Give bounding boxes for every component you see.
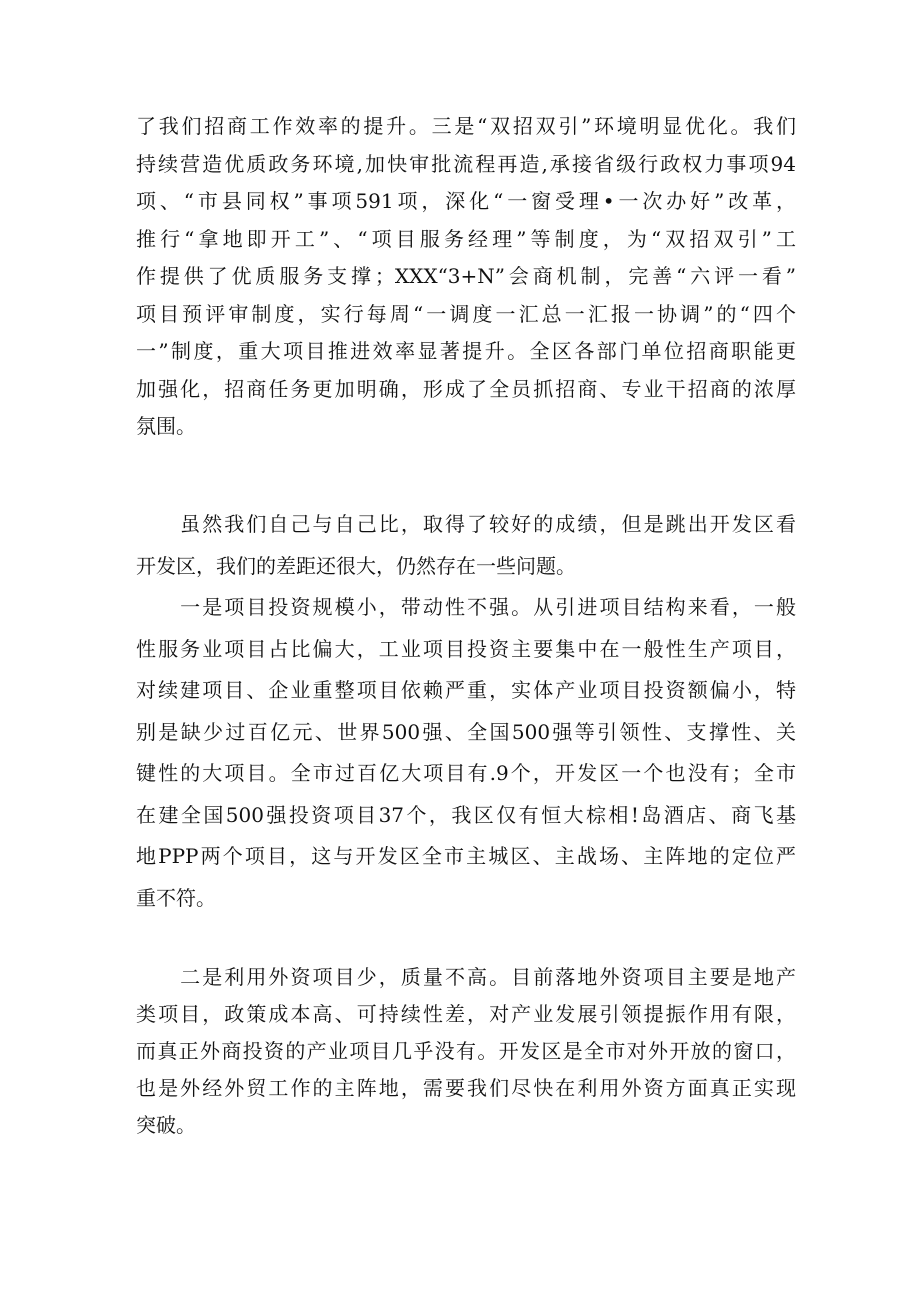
text-line: 突破。 bbox=[136, 1113, 196, 1137]
text-line: 二是利用外资项目少，质量不高。目前落地外资项目主要是地产 bbox=[136, 965, 796, 989]
text-line: 地PPP两个项目，这与开发区全市主城区、主战场、主阵地的定位严 bbox=[136, 844, 796, 868]
paragraph-problem-one bbox=[136, 587, 796, 919]
text-line: 氛围。 bbox=[136, 414, 196, 438]
paragraph-problem-two bbox=[136, 959, 796, 1144]
text-line: 而真正外商投资的产业项目几乎没有。开发区是全市对外开放的窗口， bbox=[136, 1039, 796, 1063]
text-line: 项目预评审制度，实行每周“一调度一汇总一汇报一协调”的“四个 bbox=[136, 301, 796, 326]
text-line: 重不符。 bbox=[136, 885, 216, 910]
text-line: 了我们招商工作效率的提升。三是“双招双引”环境明显优化。我们 bbox=[136, 114, 796, 138]
text-line: 别是缺少过百亿元、世界500强、全国500强等引领性、支撑性、关 bbox=[136, 719, 796, 744]
text-line: 也是外经外贸工作的主阵地，需要我们尽快在利用外资方面真正实现 bbox=[136, 1076, 796, 1100]
text-line: 键性的大项目。全市过百亿大项目有.9个，开发区一个也没有；全市 bbox=[136, 761, 796, 785]
text-line: 一”制度，重大项目推进效率显著提升。全区各部门单位招商职能更 bbox=[136, 339, 796, 363]
text-line: 类项目，政策成本高、可持续性差，对产业发展引领提振作用有限， bbox=[136, 1002, 796, 1026]
text-line: 对续建项目、企业重整项目依赖严重，实体产业项目投资额偏小，特 bbox=[136, 678, 796, 702]
text-line: 项、“市县同权”事项591项，深化“一窗受理•一次办好”改革， bbox=[136, 189, 796, 213]
text-line: 在建全国500强投资项目37个，我区仅有恒大棕相!岛酒店、商飞基 bbox=[136, 802, 796, 827]
text-line: 一是项目投资规模小，带动性不强。从引进项目结构来看，一般 bbox=[136, 595, 796, 619]
text-line: 作提供了优质服务支撑；XXX“3+N”会商机制，完善“六评一看” bbox=[136, 264, 796, 288]
text-line: 开发区，我们的差距还很大，仍然存在一些问题。 bbox=[136, 554, 576, 578]
text-line: 加强化，招商任务更加明确，形成了全员抓招商、专业干招商的浓厚 bbox=[136, 376, 796, 401]
paragraph-environment-optimization bbox=[136, 108, 796, 446]
text-line: 推行“拿地即开工”、“项目服务经理”等制度，为“双招双引”工 bbox=[136, 226, 796, 251]
text-line: 性服务业项目占比偏大，工业项目投资主要集中在一般性生产项目， bbox=[136, 636, 796, 661]
text-line: 虽然我们自己与自己比，取得了较好的成绩，但是跳出开发区看 bbox=[136, 512, 796, 536]
paragraph-problems-intro bbox=[136, 503, 796, 587]
text-line: 持续营造优质政务环境,加快审批流程再造,承接省级行政权力事项94 bbox=[136, 151, 796, 176]
